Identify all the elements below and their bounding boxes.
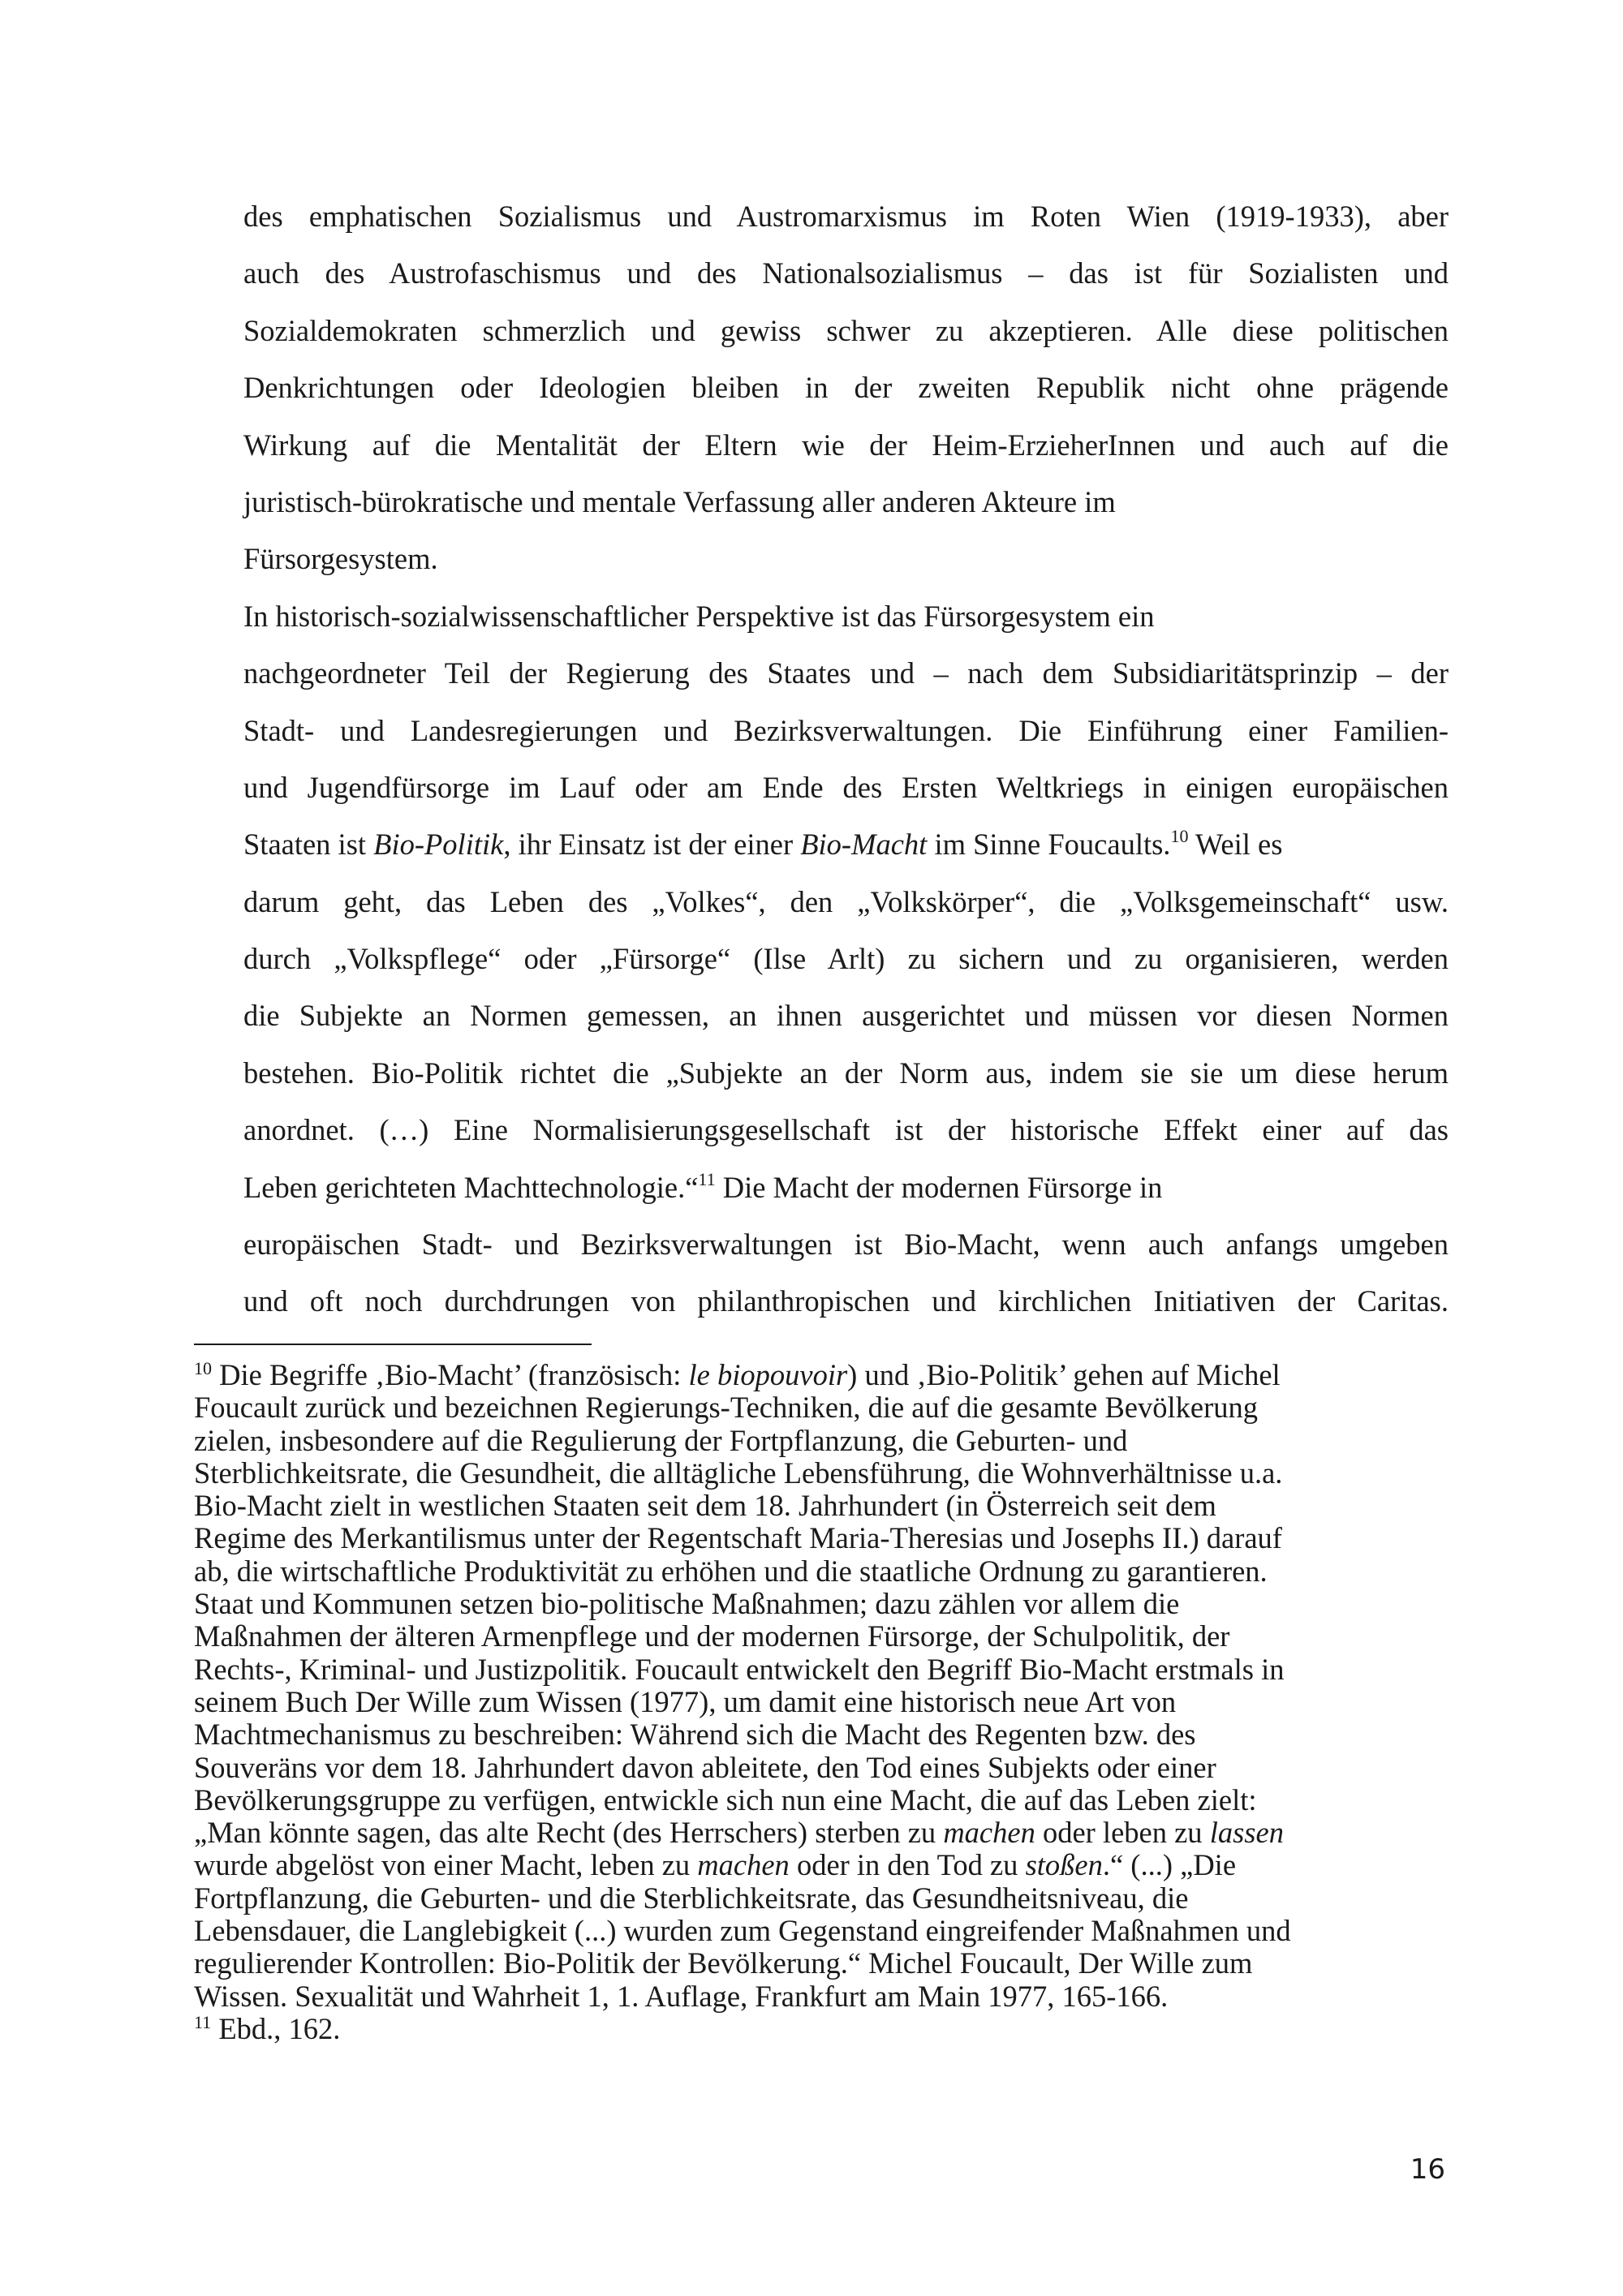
footnote-10-line: Lebensdauer, die Langlebigkeit (...) wurden zum Gegenstand eingreifender Maßnahmen und	[194, 1914, 1291, 1948]
body-line-15: die Subjekte an Normen gemessen, an ihnen ausgerichtet und müssen vor diesen Normen	[243, 999, 1449, 1033]
page-number: 16	[1410, 2153, 1445, 2186]
text-run: Die Begriffe ‚Bio-Macht’ (französisch:	[212, 1358, 689, 1391]
body-line-20: und oft noch durchdrungen von philanthropischen und kirchlichen Initiativen der Caritas.	[243, 1284, 1449, 1318]
italic-term: le biopouvoir	[688, 1358, 848, 1391]
body-line-19: europäischen Stadt- und Bezirksverwaltungen ist Bio-Macht, wenn auch anfangs umgeben	[243, 1228, 1449, 1262]
footnote-10-line: regulierender Kontrollen: Bio-Politik der Bevölkerung.“ Michel Foucault, Der Wille zum	[194, 1946, 1253, 1980]
italic-term: Bio-Politik	[373, 828, 504, 862]
body-line-7: Fürsorgesystem.	[243, 542, 438, 576]
footnote-10-line: Sterblichkeitsrate, die Gesundheit, die alltägliche Lebensführung, die Wohnverhältnisse u.a.	[194, 1455, 1283, 1490]
footnote-10-line: Staat und Kommunen setzen bio-politische Maßnahmen; dazu zählen vor allem die	[194, 1587, 1180, 1621]
footnote-10-line: Maßnahmen der älteren Armenpflege und der modernen Fürsorge, der Schulpolitik, der	[194, 1619, 1230, 1653]
footnote-11	[194, 2013, 1440, 2045]
body-line-6: juristisch-bürokratische und mentale Verfassung aller anderen Akteure im	[243, 484, 1116, 518]
footnote-10-line: Rechts-, Kriminal- und Justizpolitik. Foucault entwickelt den Begriff Bio-Macht erstmals in	[194, 1652, 1285, 1686]
italic-term: stoßen	[1025, 1848, 1103, 1882]
text-run: ) und ‚Bio-Politik’ gehen auf Michel	[847, 1358, 1281, 1391]
text-run: Die Macht der modernen Fürsorge in	[715, 1170, 1163, 1204]
text-run: im Sinne Foucaults.	[927, 828, 1171, 862]
italic-term: machen	[943, 1816, 1035, 1850]
text-run: Staaten ist	[243, 828, 374, 862]
text-run: , ihr Einsatz ist der einer	[503, 828, 801, 862]
footnote-10-line-machen	[194, 1817, 1440, 1849]
body-line-14: durch „Volkspflege“ oder „Fürsorge“ (Ilse Arlt) zu sichern und zu organisieren, werden	[243, 942, 1449, 976]
footnote-10-line: ab, die wirtschaftliche Produktivität zu erhöhen und die staatliche Ordnung zu garantieren.	[194, 1554, 1268, 1588]
text-run: wurde abgelöst von einer Macht, leben zu	[194, 1848, 698, 1882]
body-line-3: Sozialdemokraten schmerzlich und gewiss schwer zu akzeptieren. Alle diese politischen	[243, 313, 1449, 347]
body-line-12	[243, 816, 1449, 873]
body-line-1: des emphatischen Sozialismus und Austromarxismus im Roten Wien (1919-1933), aber	[243, 200, 1449, 233]
italic-term: lassen	[1209, 1816, 1284, 1850]
footnote-10-line: seinem Buch Der Wille zum Wissen (1977), um damit eine historisch neue Art von	[194, 1684, 1177, 1718]
footnotes	[194, 1359, 1440, 2045]
footnote-10-line: Fortpflanzung, die Geburten- und die Sterblichkeitsrate, das Gesundheitsniveau, die	[194, 1881, 1189, 1915]
footnote-ref-10[interactable]: 10	[1170, 826, 1189, 847]
body-line-13: darum geht, das Leben des „Volkes“, den „Volkskörper“, die „Volksgemeinschaft“ usw.	[243, 884, 1449, 918]
footnote-10-line: Bio-Macht zielt in westlichen Staaten seit dem 18. Jahrhundert (in Österreich seit dem	[194, 1489, 1216, 1523]
body-line-10: Stadt- und Landesregierungen und Bezirksverwaltungen. Die Einführung einer Familien-	[243, 713, 1449, 747]
body-line-16: bestehen. Bio-Politik richtet die „Subjekte an der Norm aus, indem sie sie um diese herum	[243, 1056, 1449, 1090]
text-run: oder leben zu	[1035, 1816, 1210, 1850]
text-run: Ebd., 162.	[211, 2011, 341, 2045]
italic-term: Bio-Macht	[800, 828, 928, 862]
footnote-number-11: 11	[194, 2011, 212, 2032]
footnote-10-line: Souveräns vor dem 18. Jahrhundert davon ableitete, den Tod eines Subjekts oder einer	[194, 1750, 1216, 1784]
footnote-10-line: zielen, insbesondere auf die Regulierung der Fortpflanzung, die Geburten- und	[194, 1423, 1128, 1457]
body-text	[243, 188, 1449, 1331]
text-run: Weil es	[1188, 828, 1283, 862]
footnote-10-line: Machtmechanismus zu beschreiben: Während sich die Macht des Regenten bzw. des	[194, 1718, 1196, 1752]
body-line-2: auch des Austrofaschismus und des Nationalsozialismus – das ist für Sozialisten und	[243, 256, 1449, 290]
footnote-number-10: 10	[194, 1358, 212, 1378]
footnote-ref-11[interactable]: 11	[698, 1168, 716, 1189]
body-line-8: In historisch-sozialwissenschaftlicher Perspektive ist das Fürsorgesystem ein	[243, 599, 1155, 633]
body-line-17: anordnet. (…) Eine Normalisierungsgesellschaft ist der historische Effekt einer auf das	[243, 1113, 1449, 1147]
text-run: oder in den Tod zu	[789, 1848, 1026, 1882]
body-line-9: nachgeordneter Teil der Regierung des Staates und – nach dem Subsidiaritätsprinzip – der	[243, 656, 1449, 690]
body-line-11: und Jugendfürsorge im Lauf oder am Ende des Ersten Weltkriegs in einigen europäischen	[243, 770, 1449, 804]
text-run: Leben gerichteten Machttechnologie.“	[243, 1170, 699, 1204]
footnote-10-line: Bevölkerungsgruppe zu verfügen, entwickle sich nun eine Macht, die auf das Leben zielt:	[194, 1782, 1257, 1817]
footnote-separator	[194, 1344, 592, 1345]
body-line-4: Denkrichtungen oder Ideologien bleiben in der zweiten Republik nicht ohne prägende	[243, 371, 1449, 405]
footnote-10-line: Foucault zurück und bezeichnen Regierungs-Techniken, die auf die gesamte Bevölkerung	[194, 1391, 1258, 1425]
text-run: .“ (...) „Die	[1102, 1848, 1237, 1882]
footnote-10-line: Wissen. Sexualität und Wahrheit 1, 1. Auflage, Frankfurt am Main 1977, 165-166.	[194, 1979, 1169, 2013]
body-line-5: Wirkung auf die Mentalität der Eltern wie der Heim-ErzieherInnen und auch auf die	[243, 428, 1449, 462]
footnote-10-line: Regime des Merkantilismus unter der Regentschaft Maria-Theresias und Josephs II.) darauf	[194, 1521, 1282, 1555]
body-line-18	[243, 1159, 1449, 1216]
italic-term: machen	[697, 1848, 790, 1882]
text-run: „Man könnte sagen, das alte Recht (des Herrschers) sterben zu	[194, 1816, 944, 1850]
footnote-10-line-stossen	[194, 1849, 1440, 1881]
footnote-10-line-1	[194, 1359, 1440, 1391]
